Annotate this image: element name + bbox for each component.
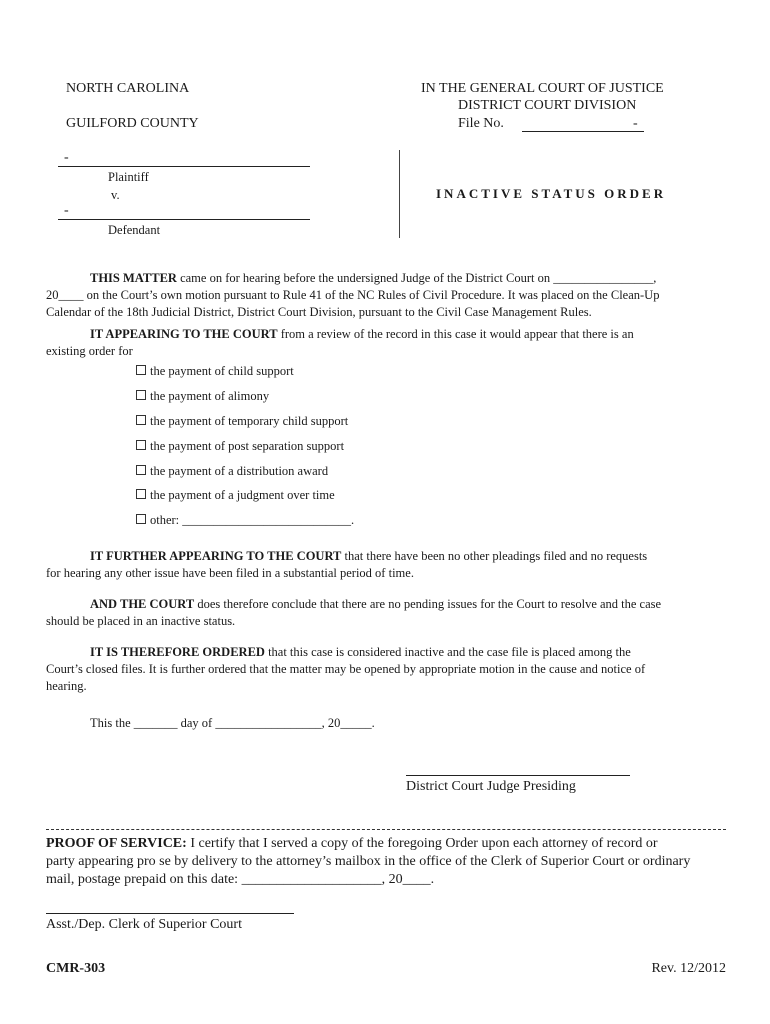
checklist-item-other[interactable]: other: ___________________________.	[136, 513, 354, 528]
and-the-court-line1: does therefore conclude that there are no pending issues for the Court to resolve and the case	[194, 597, 662, 611]
proof-lead: PROOF OF SERVICE:	[46, 836, 187, 851]
checkbox-distribution-award[interactable]	[136, 465, 146, 475]
further-appearing-line2: for hearing any other issue have been filed in a substantial period of time.	[46, 566, 414, 580]
checklist-item-distribution-award[interactable]: the payment of a distribution award	[136, 464, 328, 479]
this-matter-line1: came on for hearing before the undersigned Judge of the District Court on ________________,	[176, 271, 657, 285]
county-name: GUILFORD COUNTY	[66, 116, 199, 131]
proof-divider	[46, 829, 726, 830]
and-the-court-lead: AND THE COURT	[90, 597, 195, 611]
revision-date: Rev. 12/2012	[651, 961, 726, 976]
therefore-ordered-paragraph	[46, 644, 714, 695]
checkbox-alimony[interactable]	[136, 390, 146, 400]
plaintiff-label: Plaintiff	[108, 170, 149, 184]
appearing-line2: existing order for	[46, 344, 133, 358]
versus-label: v.	[111, 188, 120, 202]
proof-line1: I certify that I served a copy of the foregoing Order upon each attorney of record or	[186, 836, 658, 851]
appearing-lead: IT APPEARING TO THE COURT	[90, 327, 278, 341]
state-name: NORTH CAROLINA	[66, 81, 190, 96]
clerk-signature-line[interactable]	[46, 913, 294, 914]
checkbox-other[interactable]	[136, 514, 146, 524]
checklist-item-child-support[interactable]: the payment of child support	[136, 364, 294, 379]
court-name: IN THE GENERAL COURT OF JUSTICE	[421, 81, 664, 96]
this-matter-paragraph	[46, 270, 714, 321]
proof-line3: mail, postage prepaid on this date: ____________________, 20____.	[46, 872, 435, 887]
therefore-ordered-line2: Court’s closed files. It is further ordered that the matter may be opened by appropriate motion in the cause and notice of	[46, 662, 646, 676]
clerk-signature-label: Asst./Dep. Clerk of Superior Court	[46, 917, 242, 932]
proof-line2: party appearing pro se by delivery to the attorney’s mailbox in the office of the Clerk of Superior Court or ordinary	[46, 854, 691, 869]
and-the-court-line2: should be placed in an inactive status.	[46, 614, 236, 628]
order-date-line[interactable]: This the _______ day of _________________, 20_____.	[90, 716, 375, 730]
checklist-item-judgment[interactable]: the payment of a judgment over time	[136, 488, 335, 503]
defendant-label: Defendant	[108, 223, 161, 237]
court-division: DISTRICT COURT DIVISION	[458, 98, 637, 113]
checkbox-temp-child-support[interactable]	[136, 415, 146, 425]
and-the-court-paragraph	[46, 596, 714, 630]
caption-divider	[399, 150, 400, 238]
further-appearing-paragraph	[46, 548, 714, 582]
further-appearing-lead: IT FURTHER APPEARING TO THE COURT	[90, 549, 342, 563]
defendant-dash: -	[64, 203, 69, 218]
file-no-field[interactable]	[522, 131, 644, 132]
proof-of-service	[46, 835, 736, 889]
this-matter-line2: 20____ on the Court’s own motion pursuant to Rule 41 of the NC Rules of Civil Procedure. It was placed on the Clean-Up	[46, 288, 660, 302]
therefore-ordered-line1: that this case is considered inactive and the case file is placed among the	[264, 645, 631, 659]
judge-signature-line[interactable]	[406, 775, 630, 776]
checklist-item-post-separation[interactable]: the payment of post separation support	[136, 439, 344, 454]
appearing-line1: from a review of the record in this case it would appear that there is an	[277, 327, 634, 341]
plaintiff-name-line[interactable]	[58, 166, 310, 167]
checkbox-post-separation[interactable]	[136, 440, 146, 450]
judge-signature-label: District Court Judge Presiding	[406, 779, 576, 794]
therefore-ordered-lead: IT IS THEREFORE ORDERED	[90, 645, 265, 659]
plaintiff-dash: -	[64, 150, 69, 165]
checkbox-child-support[interactable]	[136, 365, 146, 375]
form-code: CMR-303	[46, 961, 106, 976]
checkbox-judgment[interactable]	[136, 489, 146, 499]
file-no-label: File No.	[458, 116, 504, 131]
further-appearing-line1: that there have been no other pleadings filed and no requests	[341, 549, 648, 563]
checklist-item-alimony[interactable]: the payment of alimony	[136, 389, 269, 404]
this-matter-line3: Calendar of the 18th Judicial District, District Court Division, pursuant to the Civil Case Management Rules.	[46, 305, 592, 319]
file-no-dash: -	[633, 116, 638, 131]
appearing-paragraph	[46, 326, 714, 360]
defendant-name-line[interactable]	[58, 219, 310, 220]
therefore-ordered-line3: hearing.	[46, 679, 87, 693]
checklist-item-temp-child-support[interactable]: the payment of temporary child support	[136, 414, 348, 429]
this-matter-lead: THIS MATTER	[90, 271, 177, 285]
order-title: INACTIVE STATUS ORDER	[436, 186, 667, 201]
